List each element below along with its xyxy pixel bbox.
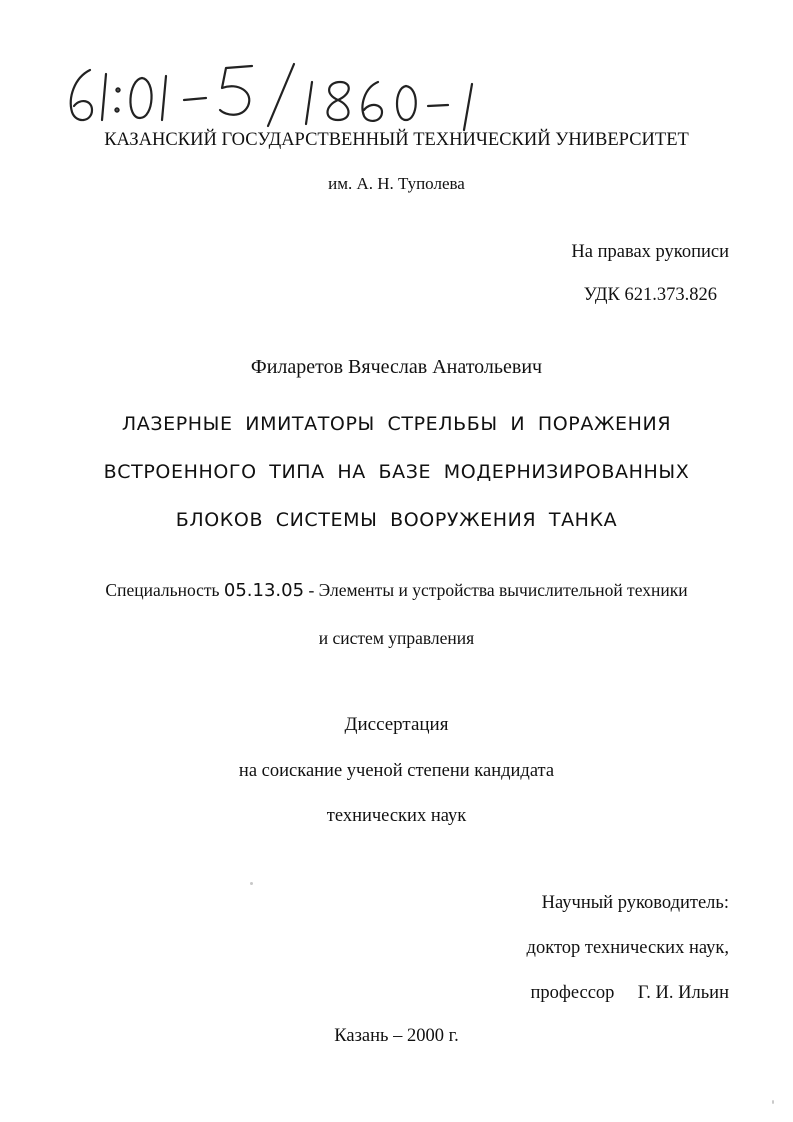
supervisor-line [530,984,729,1003]
handwritten-archive-mark [62,60,482,132]
dissertation-title-line-1: ЛАЗЕРНЫЕ ИМИТАТОРЫ СТРЕЛЬБЫ И ПОРАЖЕНИЯ [121,413,672,435]
university-name: КАЗАНСКИЙ ГОСУДАРСТВЕННЫЙ ТЕХНИЧЕСКИЙ УНИВЕРСИТЕТ [104,130,689,150]
author-name: Филаретов Вячеслав Анатольевич [250,356,543,378]
manuscript-rights-note: На правах рукописи [571,242,729,262]
degree-sought: на соискание ученой степени кандидата [238,761,555,781]
scan-speck [772,1100,774,1104]
scan-speck [250,882,253,885]
udc-code: УДК 621.373.826 [583,285,717,305]
supervisor-rank: профессор [530,983,615,1003]
specialty-line [0,582,793,600]
specialty-code: 05.13.05 [223,580,305,601]
supervisor-name: Г. И. Ильин [637,983,729,1003]
dissertation-title-line-2: ВСТРОЕННОГО ТИПА НА БАЗЕ МОДЕРНИЗИРОВАННЫХ [103,461,690,483]
city-and-year: Казань – 2000 г. [334,1026,459,1046]
specialty-name-continued: и систем управления [318,628,475,648]
named-after: им. А. Н. Туполева [328,174,465,193]
dissertation-title-line-3: БЛОКОВ СИСТЕМЫ ВООРУЖЕНИЯ ТАНКА [175,509,618,531]
specialty-prefix: Специальность [105,580,220,600]
degree-field: технических наук [326,806,467,826]
specialty-name: - Элементы и устройства вычислительной техники [308,580,688,600]
supervisor-degree: доктор технических наук, [526,938,729,958]
work-type: Диссертация [344,714,449,735]
supervisor-heading: Научный руководитель: [541,893,729,913]
